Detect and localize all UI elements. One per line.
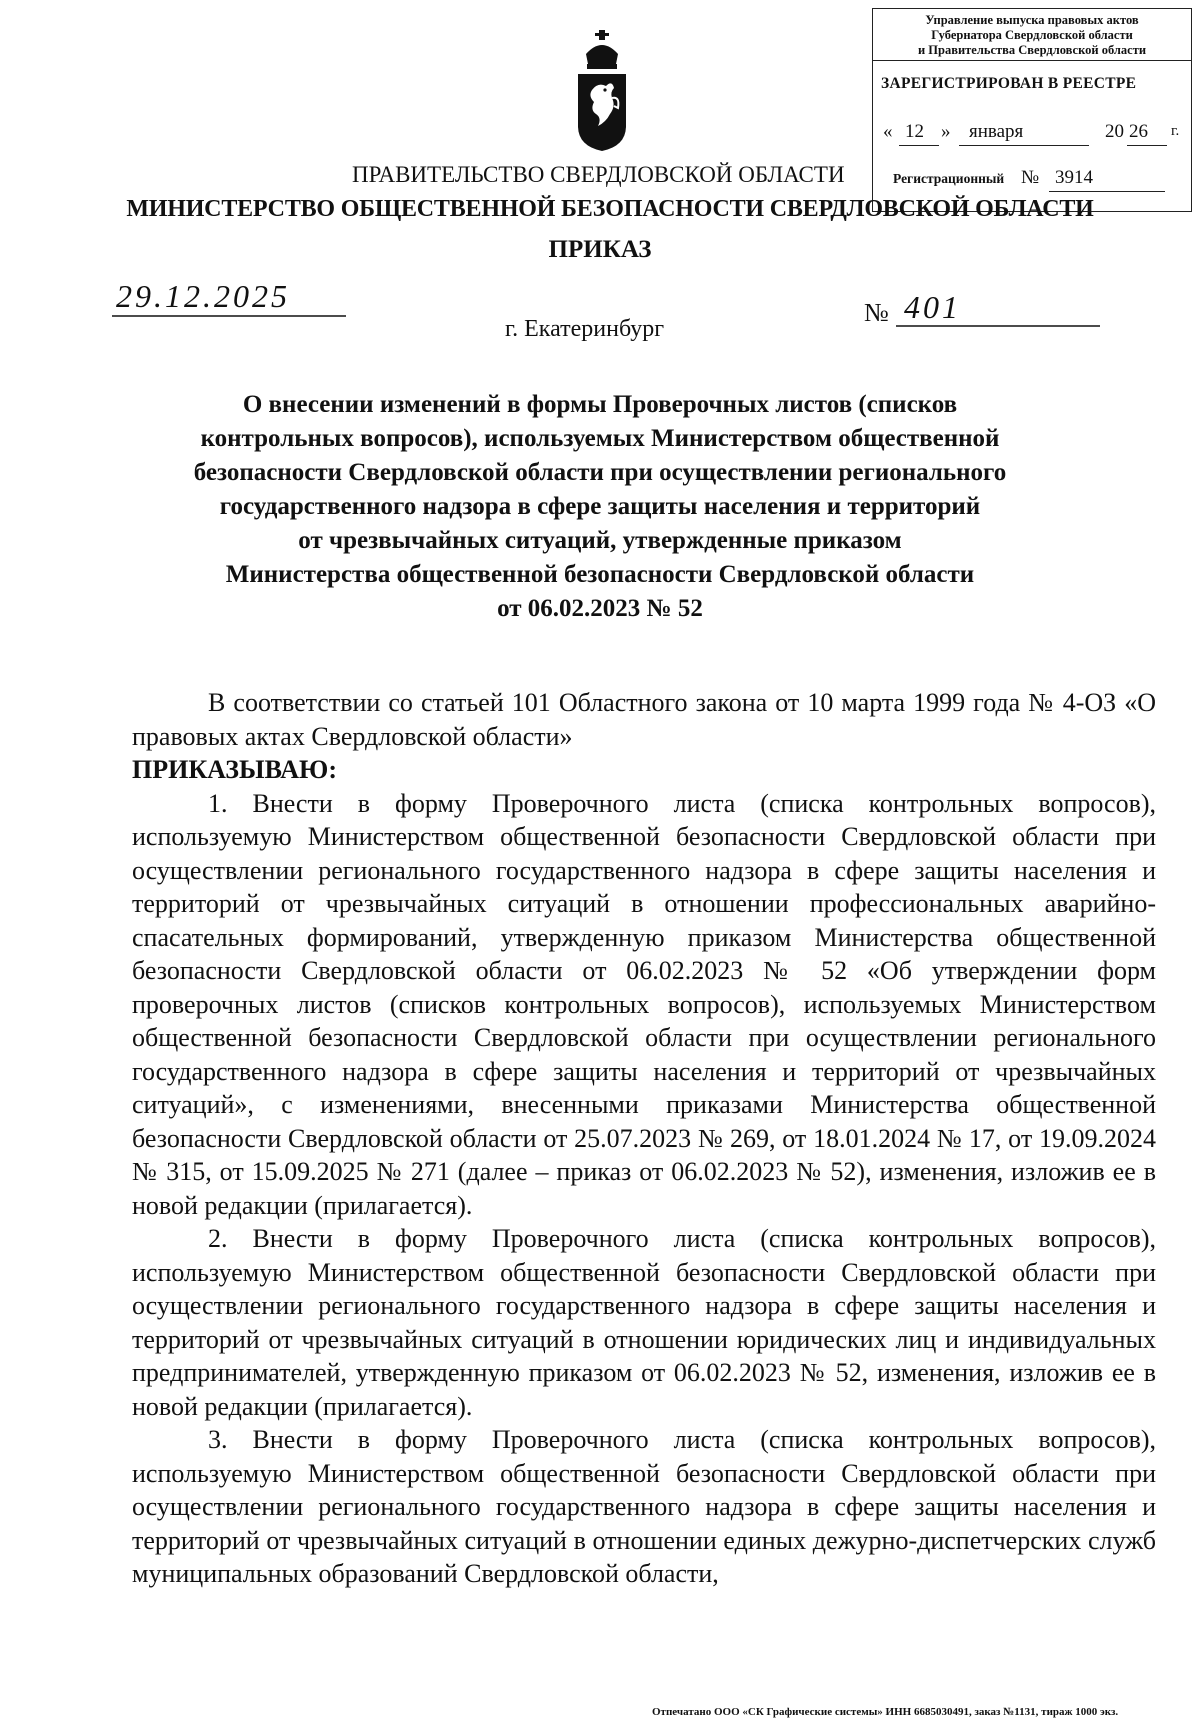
city-name: г. Екатеринбург (505, 316, 665, 342)
stamp-header-line: Губернатора Свердловской области (931, 28, 1133, 42)
preamble-paragraph: В соответствии со статьей 101 Областного закона от 10 марта 1999 года № 4-ОЗ «О правовых актах Свердловской области» (132, 688, 1156, 751)
order-date (112, 280, 346, 322)
coat-of-arms-emblem (576, 30, 628, 152)
stamp-header-line: и Правительства Свердловской области (917, 43, 1147, 57)
order-number-label: № (864, 298, 889, 327)
stamp-year-unit: г. (1171, 123, 1180, 139)
handwritten-number-icon (896, 292, 1100, 332)
ministry-name: МИНИСТЕРСТВО ОБЩЕСТВЕННОЙ БЕЗОПАСНОСТИ СВЕРДЛОВСКОЙ ОБЛАСТИ (126, 196, 1094, 222)
title-line: от чрезвычайных ситуаций, утвержденные приказом (298, 527, 902, 554)
stamp-header-line: Управление выпуска правовых актов (925, 13, 1139, 27)
coat-of-arms-icon (576, 30, 628, 152)
stamp-header (873, 9, 1191, 61)
stamp-year-prefix: 20 (1105, 121, 1124, 142)
title-line: безопасности Свердловской области при осуществлении регионального (193, 459, 1007, 486)
document-body (132, 686, 1156, 1591)
stamp-num-sign: № (1021, 167, 1040, 188)
title-line: от 06.02.2023 № 52 (497, 595, 703, 622)
registration-stamp (872, 8, 1192, 212)
item-2-paragraph: 2. Внести в форму Проверочного листа (списка контрольных вопросов), используемую Министерством общественной безопасности Свердловской области при осуществлении регионального государственного надзора в сфере защиты населения и территорий от чрезвычайных ситуаций в отношении юридических лиц и индивидуальных предпринимателей, утвержденную приказом от 06.02.2023 № 52, изменения, изложив ее в новой редакции (прилагается). (132, 1224, 1156, 1421)
title-line: О внесении изменений в формы Проверочных листов (списков (242, 391, 958, 418)
printer-footer: Отпечатано ООО «СК Графические системы» ИНН 6685030491, заказ №1131, тираж 1000 экз. (652, 1706, 1119, 1718)
title-line: Министерства общественной безопасности Свердловской области (225, 561, 975, 588)
stamp-quote-open: « (883, 121, 893, 142)
order-word: ПРИКАЗЫВАЮ: (132, 755, 337, 784)
stamp-date-row (883, 121, 1187, 149)
stamp-title: ЗАРЕГИСТРИРОВАН В РЕЕСТРЕ (881, 75, 1137, 92)
order-number (896, 292, 1100, 332)
stamp-year-suffix: 26 (1129, 121, 1148, 142)
title-line: контрольных вопросов), используемых Министерством общественной (200, 425, 1000, 452)
document-type: ПРИКАЗ (548, 236, 652, 263)
order-number-text: 401 (904, 292, 961, 325)
stamp-reg-number: 3914 (1055, 167, 1093, 188)
government-name: ПРАВИТЕЛЬСТВО СВЕРДЛОВСКОЙ ОБЛАСТИ (352, 162, 845, 187)
item-3-paragraph: 3. Внести в форму Проверочного листа (списка контрольных вопросов), используемую Министерством общественной безопасности Свердловской области при осуществлении регионального государственного надзора в сфере защиты населения и территорий от чрезвычайных ситуаций в отношении единых дежурно-диспетчерских служб муниципальных образований Свердловской области, (132, 1425, 1156, 1588)
stamp-day: 12 (905, 121, 924, 142)
item-1-paragraph: 1. Внести в форму Проверочного листа (списка контрольных вопросов), используемую Министерством общественной безопасности Свердловской области при осуществлении регионального государственного надзора в сфере защиты населения и территорий от чрезвычайных ситуаций в отношении профессиональных аварийно-спасательных формирований, утвержденную приказом Министерства общественной безопасности Свердловской области от 06.02.2023 № 52 «Об утверждении форм проверочных листов (списков контрольных вопросов), используемых Министерством общественной безопасности Свердловской области при осуществлении регионального государственного надзора в сфере защиты населения и территорий от чрезвычайных ситуаций», с изменениями, внесенными приказами Министерства общественной безопасности Свердловской области от 25.07.2023 № 269, от 18.01.2024 № 17, от 19.09.2024 № 315, от 15.09.2025 № 271 (далее – приказ от 06.02.2023 № 52), изменения, изложив ее в новой редакции (прилагается). (132, 788, 1156, 1220)
title-line: государственного надзора в сфере защиты населения и территорий (219, 493, 981, 520)
order-date-text: 29.12.2025 (116, 280, 290, 314)
stamp-quote-close: » (941, 121, 951, 142)
stamp-reg-label: Регистрационный (893, 171, 1005, 186)
stamp-month: января (969, 121, 1024, 142)
document-title (140, 388, 1060, 626)
handwritten-date-icon (112, 280, 346, 322)
